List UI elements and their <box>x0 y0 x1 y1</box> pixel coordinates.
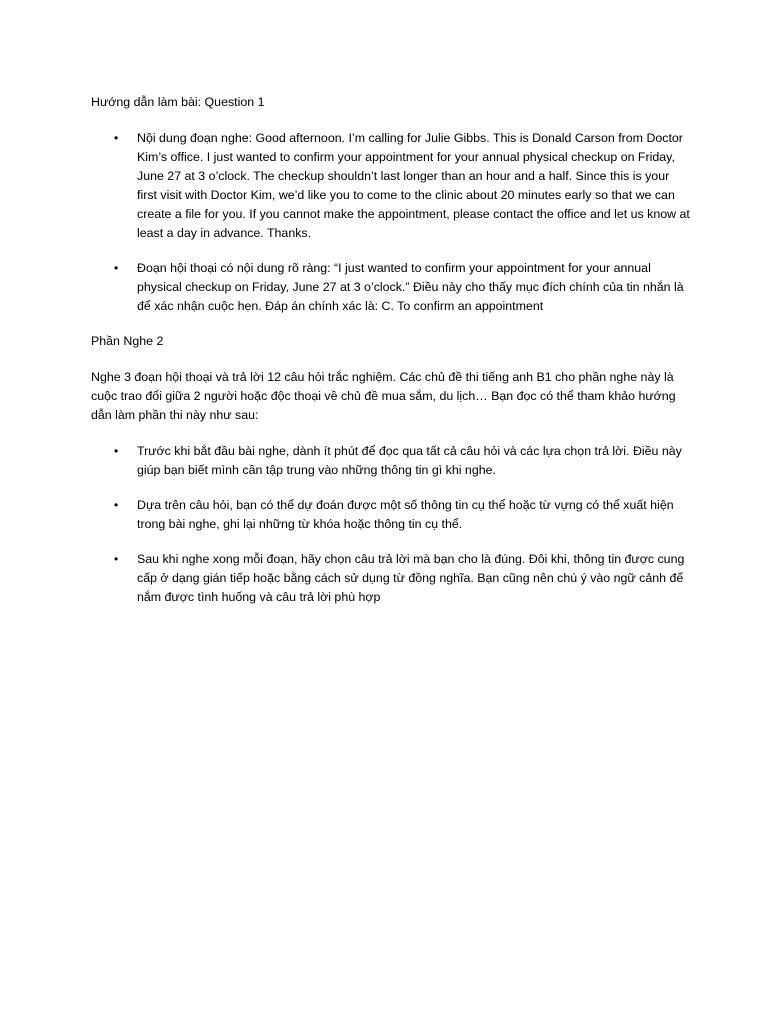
question1-bullet-list <box>91 129 691 316</box>
list-item <box>91 129 691 243</box>
question1-heading: Hướng dẫn làm bài: Question 1 <box>91 95 265 109</box>
part2-bullet-list <box>91 442 691 607</box>
bullet-text: Nội dung đoạn nghe: Good afternoon. I’m calling for Julie Gibbs. This is Donald Carson from Doctor Kim’s office. I just wanted to confirm your appointment for your annual physical checkup on Friday, June 27 at 3 o’clock. The checkup shouldn’t last longer than an hour and a half. Since this is your first visit with Doctor Kim, we’d like you to come to the clinic about 20 minutes early so that we can create a file for you. If you cannot make the appointment, please contact the office and let us know at least a day in advance. Thanks. <box>137 131 690 240</box>
part2-intro-paragraph: Nghe 3 đoạn hội thoại và trả lời 12 câu hỏi trắc nghiệm. Các chủ đề thi tiếng anh B1 cho phần nghe này là cuộc trao đổi giữa 2 người hoặc độc thoại về chủ đề mua sắm, du lịch… Bạn đọc có thể tham khảo hướng dẫn làm phần thi này như sau: <box>91 370 676 422</box>
part2-heading: Phần Nghe 2 <box>91 334 164 348</box>
list-item <box>91 259 691 316</box>
bullet-icon: • <box>114 444 119 458</box>
bullet-icon: • <box>114 131 119 145</box>
bullet-text: Trước khi bắt đầu bài nghe, dành ít phút để đọc qua tất cả câu hỏi và các lựa chọn trả lời. Điều này giúp bạn biết mình cần tập trung vào những thông tin gì khi nghe. <box>137 444 682 477</box>
bullet-text: Đoạn hội thoại có nội dung rõ ràng: “I just wanted to confirm your appointment for your annual physical checkup on Friday, June 27 at 3 o’clock.” Điều này cho thấy mục đích chính của tin nhắn là để xác nhận cuộc hẹn. Đáp án chính xác là: C. To confirm an appointment <box>137 261 684 313</box>
bullet-icon: • <box>114 261 119 275</box>
list-item <box>91 496 691 534</box>
bullet-text: Dựa trên câu hỏi, bạn có thể dự đoán được một số thông tin cụ thể hoặc từ vựng có thể xuất hiện trong bài nghe, ghi lại những từ khóa hoặc thông tin cụ thể. <box>137 498 674 531</box>
bullet-icon: • <box>114 552 119 566</box>
list-item <box>91 442 691 480</box>
document-body <box>91 93 691 623</box>
list-item <box>91 550 691 607</box>
bullet-text: Sau khi nghe xong mỗi đoạn, hãy chọn câu trả lời mà bạn cho là đúng. Đôi khi, thông tin được cung cấp ở dạng gián tiếp hoặc bằng cách sử dụng từ đồng nghĩa. Bạn cũng nên chú ý vào ngữ cảnh để nắm được tình huống và câu trả lời phù hợp <box>137 552 685 604</box>
bullet-icon: • <box>114 498 119 512</box>
